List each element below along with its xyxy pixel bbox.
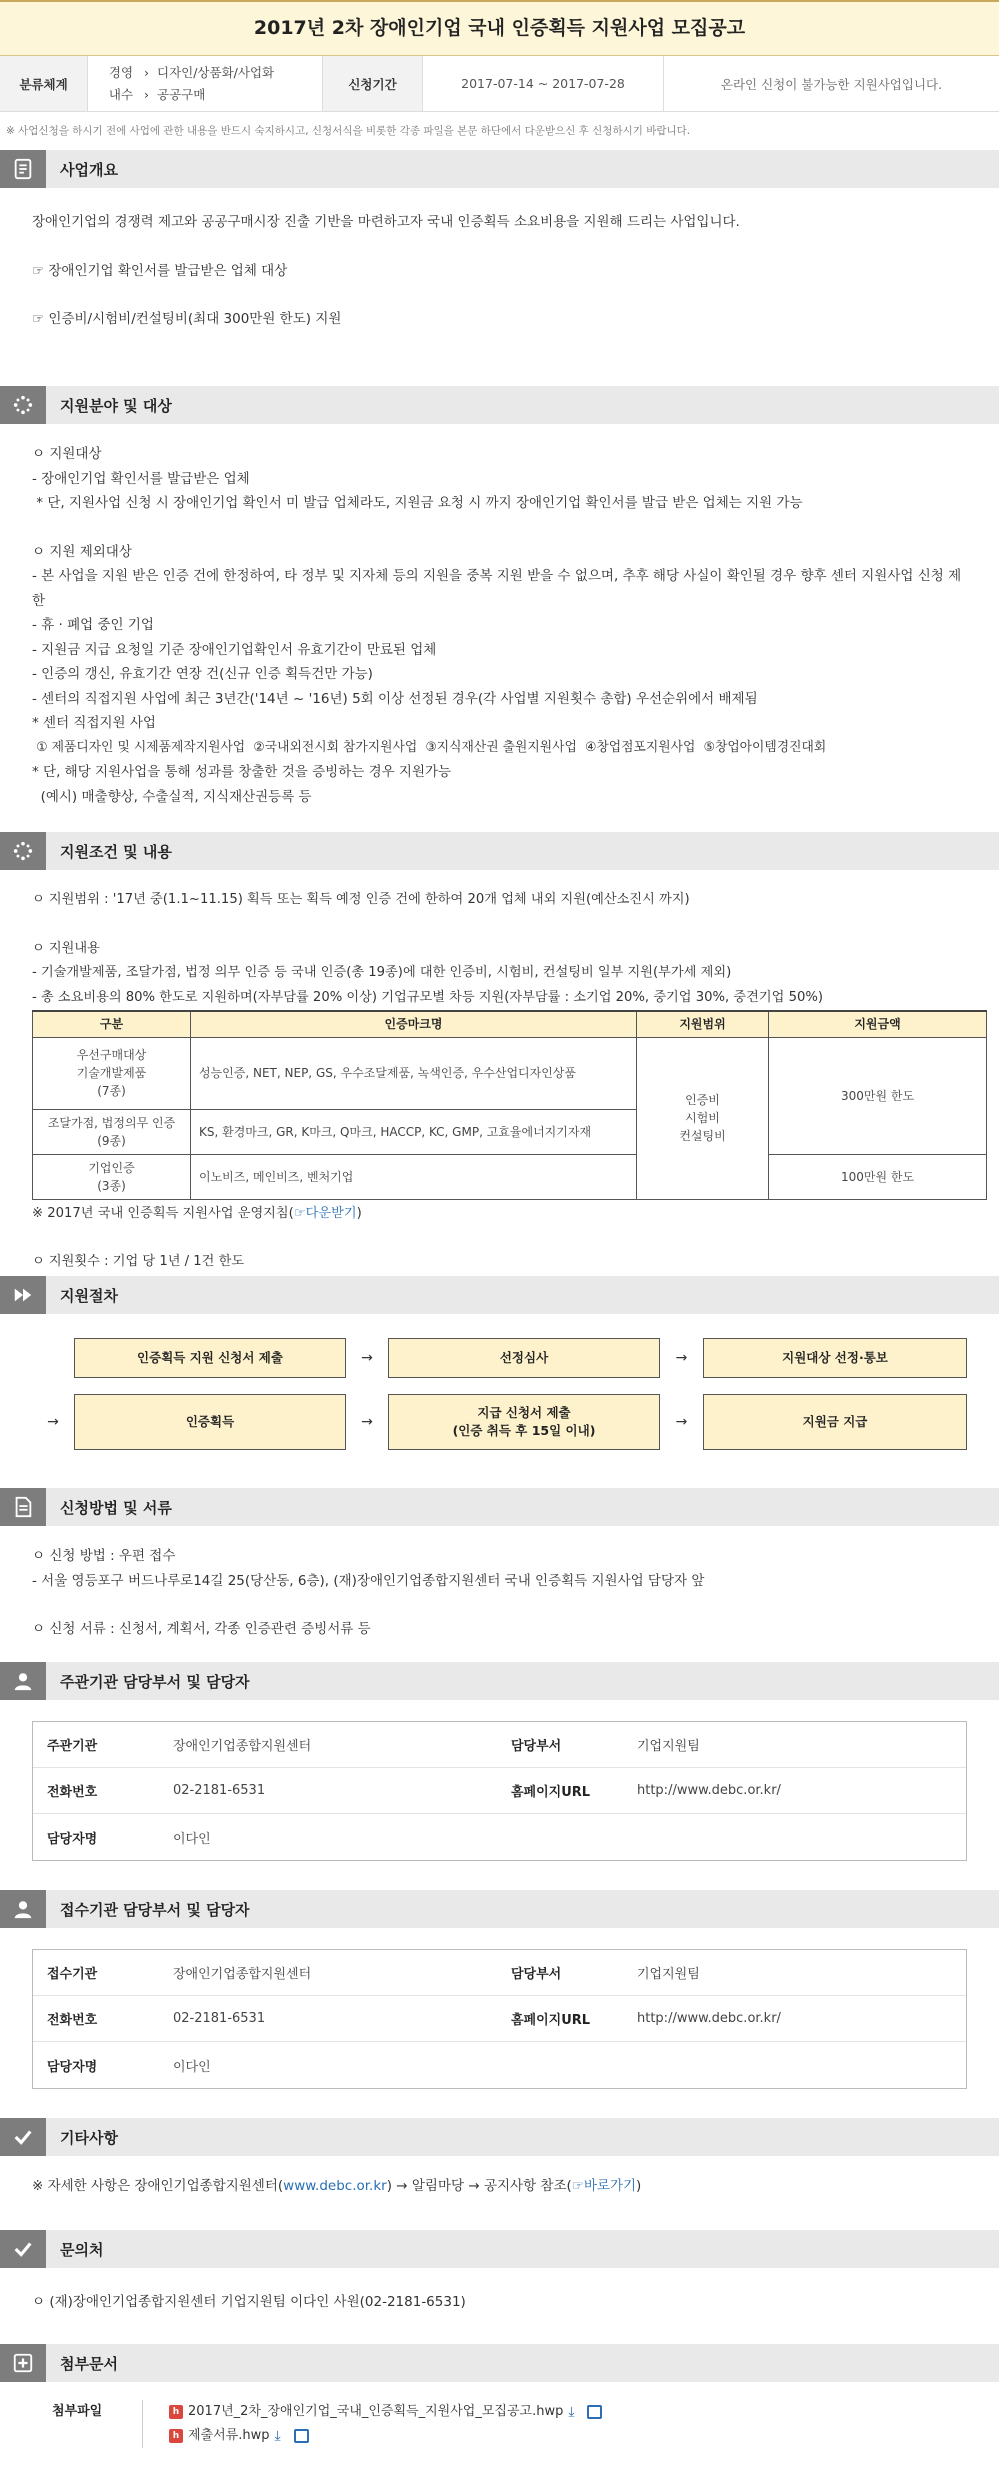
section-header-procedure xyxy=(0,1276,999,1314)
arrow-right-icon: → xyxy=(361,1414,373,1430)
preview-icon[interactable] xyxy=(587,2405,602,2419)
chevron-right-icon: › xyxy=(144,86,149,102)
attachment-file-link[interactable]: 2017년_2차_장애인기업_국내_인증획득_지원사업_모집공고.hwp xyxy=(188,2404,564,2419)
field-value: 장애인기업종합지원센터 xyxy=(173,1967,312,1982)
flow-step: 지원금 지급 xyxy=(703,1394,967,1450)
support-table xyxy=(32,1010,987,1200)
table-cell: 인증비 시험비 컨설팅비 xyxy=(637,1037,769,1199)
list-item xyxy=(169,2424,602,2448)
download-icon[interactable]: ⤓ xyxy=(568,2404,575,2420)
classification-list xyxy=(88,56,323,111)
table-header: 지원범위 xyxy=(637,1011,769,1037)
flow-step xyxy=(388,1394,660,1450)
table-row xyxy=(33,1814,966,1860)
go-link[interactable]: ☞바로가기 xyxy=(571,2178,637,2194)
table-cell: 성능인증, NET, NEP, GS, 우수조달제품, 녹색인증, 우수산업디자인상품 xyxy=(191,1037,637,1109)
cls-subcategory: 디자인/상품화/사업화 xyxy=(157,64,275,80)
table-row xyxy=(33,1722,966,1768)
conditions-line: - 기술개발제품, 조달가점, 법정 의무 인증 등 국내 인증(총 19종)에 대한 인증비, 시험비, 컨설팅비 일부 지원(부가세 제외) xyxy=(32,965,732,980)
person-icon xyxy=(0,1662,46,1700)
field-label: 담당자명 xyxy=(47,1831,98,1847)
section-title: 접수기관 담당부서 및 담당자 xyxy=(60,1900,250,1919)
target-line: - 장애인기업 확인서를 발급받은 업체 xyxy=(32,470,250,487)
table-header: 구분 xyxy=(33,1011,191,1037)
section-header-attachments xyxy=(0,2344,999,2382)
section-title: 사업개요 xyxy=(60,160,118,179)
plus-document-icon xyxy=(0,2344,46,2382)
conditions-line: ㅇ 지원내용 xyxy=(32,940,100,956)
online-note: 온라인 신청이 불가능한 지원사업입니다. xyxy=(720,76,943,92)
target-line: * 단, 해당 지원사업을 통해 성과를 창출한 것을 증빙하는 경우 지원가능 xyxy=(32,764,452,780)
chevron-right-icon: › xyxy=(144,64,149,80)
field-label: 전화번호 xyxy=(47,2013,98,2028)
field-value: 기업지원팀 xyxy=(637,1739,700,1754)
arrow-right-icon: → xyxy=(675,1350,688,1366)
document-icon xyxy=(0,1488,46,1526)
sparkle-icon xyxy=(0,386,46,424)
flow-step-note: (인증 취득 후 15일 이내) xyxy=(452,1423,596,1438)
field-label: 주관기관 xyxy=(47,1739,98,1754)
etc-body xyxy=(0,2156,999,2230)
reception-table xyxy=(32,1949,967,2089)
period-label: 신청기간 xyxy=(323,56,423,111)
table-cell: 기업인증 (3종) xyxy=(33,1154,191,1199)
section-header-conditions xyxy=(0,832,999,870)
hwp-file-icon: h xyxy=(169,2405,183,2419)
flow-step: 인증획득 지원 신청서 제출 xyxy=(74,1338,346,1378)
target-line: - 지원금 지급 요청일 기준 장애인기업확인서 유효기간이 만료된 업체 xyxy=(32,641,437,658)
section-title: 신청방법 및 서류 xyxy=(60,1498,172,1517)
section-header-contact xyxy=(0,2230,999,2268)
field-value: 이다인 xyxy=(173,1831,211,1847)
conditions-line: ㅇ 지원범위 : '17년 중(1.1~11.15) 획득 또는 획득 예정 인증 건에 한하여 20개 업체 내외 지원(예산소진시 까지) xyxy=(32,892,690,907)
page-title: 2017년 2차 장애인기업 국내 인증획득 지원사업 모집공고 xyxy=(0,0,999,56)
target-line: ㅇ 지원대상 xyxy=(32,446,102,462)
section-header-method xyxy=(0,1488,999,1526)
field-label: 홈페이지URL xyxy=(511,2013,591,2028)
target-line: - 센터의 직접지원 사업에 최근 3년간('14년 ~ '16년) 5회 이상 선정된 경우(각 사업별 지원횟수 총합) 우선순위에서 배제됨 xyxy=(32,690,758,707)
section-title: 기타사항 xyxy=(60,2128,118,2147)
guide-text: ) xyxy=(356,1205,362,1221)
flow-step: 지원대상 선정·통보 xyxy=(703,1338,967,1378)
overview-target: ☞ 장애인기업 확인서를 발급받은 업체 대상 xyxy=(32,262,288,279)
section-header-organizer xyxy=(0,1662,999,1700)
guide-text: ※ 2017년 국내 인증획득 지원사업 운영지침( xyxy=(32,1205,294,1221)
attachment-file-link[interactable]: 제출서류.hwp xyxy=(188,2428,270,2443)
method-line: ㅇ 신청 방법 : 우편 접수 xyxy=(32,1548,176,1564)
check-icon xyxy=(0,2230,46,2268)
target-body xyxy=(0,424,999,832)
site-link[interactable]: www.debc.or.kr xyxy=(283,2178,387,2194)
field-label: 담당부서 xyxy=(511,1739,562,1754)
method-line: ㅇ 신청 서류 : 신청서, 계획서, 각종 인증관련 증빙서류 등 xyxy=(32,1621,371,1637)
contact-line: ㅇ (재)장애인기업종합지원센터 기업지원팀 이다인 사원(02-2181-6531) xyxy=(32,2294,466,2310)
table-cell: 이노비즈, 메인비즈, 벤처기업 xyxy=(191,1154,637,1199)
field-value: 02-2181-6531 xyxy=(173,2011,266,2026)
table-cell: 우선구매대상 기술개발제품 (7종) xyxy=(33,1037,191,1109)
arrow-right-icon: → xyxy=(675,1414,688,1430)
field-value: 02-2181-6531 xyxy=(173,1783,266,1798)
preview-icon[interactable] xyxy=(294,2429,309,2443)
overview-desc: 장애인기업의 경쟁력 제고와 공공구매시장 진출 기반을 마련하고자 국내 인증획득 소요비용을 지원해 드리는 사업입니다. xyxy=(32,214,740,230)
section-title: 지원분야 및 대상 xyxy=(60,396,172,415)
method-line: - 서울 영등포구 버드나루로14길 25(당산동, 6층), (재)장애인기업종합지원센터 국내 인증획득 지원사업 담당자 앞 xyxy=(32,1572,705,1589)
section-title: 지원절차 xyxy=(60,1286,118,1305)
overview-support: ☞ 인증비/시험비/컨설팅비(최대 300만원 한도) 지원 xyxy=(32,311,342,327)
section-title: 첨부문서 xyxy=(60,2354,118,2373)
field-label: 담당자명 xyxy=(47,2059,98,2075)
target-line: - 본 사업을 지원 받은 인증 건에 한정하여, 타 정부 및 지자체 등의 지원을 중복 지원 받을 수 없으며, 추후 해당 사실이 확인될 경우 향후 센터 지원사업 신청 제한 xyxy=(32,568,962,609)
hwp-file-icon: h xyxy=(169,2429,183,2443)
attachments-body xyxy=(0,2382,999,2466)
target-line: ① 제품디자인 및 시제품제작지원사업 ②국내외전시회 참가지원사업 ③지식재산권 출원지원사업 ④창업점포지원사업 ⑤창업아이템경진대회 xyxy=(32,739,827,755)
section-header-reception xyxy=(0,1890,999,1928)
target-line: - 인증의 갱신, 유효기간 연장 건(신규 인증 획득건만 가능) xyxy=(32,666,373,682)
target-line: (예시) 매출향상, 수출실적, 지식재산권등록 등 xyxy=(32,788,312,805)
period-value: 2017-07-14 ~ 2017-07-28 xyxy=(423,56,664,111)
classification-label: 분류체계 xyxy=(0,56,88,111)
conditions-body xyxy=(0,870,999,1276)
document-icon xyxy=(0,150,46,188)
contact-body xyxy=(0,2268,999,2344)
field-value: 기업지원팀 xyxy=(637,1967,700,1982)
field-label: 담당부서 xyxy=(511,1967,562,1982)
field-label: 접수기관 xyxy=(47,1967,98,1982)
method-body xyxy=(0,1526,999,1662)
field-value: 이다인 xyxy=(173,2059,211,2075)
table-header: 인증마크명 xyxy=(191,1011,637,1037)
sparkle-icon xyxy=(0,832,46,870)
list-item xyxy=(169,2400,602,2424)
homepage-link[interactable]: http://www.debc.or.kr/ xyxy=(637,1783,781,1798)
section-header-target xyxy=(0,386,999,424)
notice-text: ※ 사업신청을 하시기 전에 사업에 관한 내용을 반드시 숙지하시고, 신청서식을 비롯한 각종 파일을 본문 하단에서 다운받으신 후 신청하시기 바랍니다. xyxy=(6,125,691,137)
download-guide-link[interactable]: ☞다운받기 xyxy=(293,1205,357,1221)
cls-category: 내수 xyxy=(108,86,134,102)
target-line: ㅇ 지원 제외대상 xyxy=(32,543,132,560)
target-line: * 단, 지원사업 신청 시 장애인기업 확인서 미 발급 업체라도, 지원금 요청 시 까지 장애인기업 확인서를 발급 받은 업체는 지원 가능 xyxy=(32,495,803,511)
etc-text: ) → 알림마당 → 공지사항 참조( xyxy=(386,2178,572,2194)
field-label: 홈페이지URL xyxy=(511,1785,591,1800)
arrow-right-icon: → xyxy=(47,1414,59,1430)
conditions-line: ㅇ 지원횟수 : 기업 당 1년 / 1건 한도 xyxy=(32,1254,245,1269)
table-row xyxy=(33,2042,966,2088)
download-icon[interactable]: ⤓ xyxy=(274,2428,281,2444)
section-header-etc xyxy=(0,2118,999,2156)
conditions-line: - 총 소요비용의 80% 한도로 지원하며(자부담률 20% 이상) 기업규모별 차등 지원(자부담률 : 소기업 20%, 중기업 30%, 중견기업 50%) xyxy=(32,989,824,1005)
section-header-overview xyxy=(0,150,999,188)
section-title: 주관기관 담당부서 및 담당자 xyxy=(60,1672,250,1691)
cls-category: 경영 xyxy=(108,64,134,80)
homepage-link[interactable]: http://www.debc.or.kr/ xyxy=(637,2011,781,2026)
attachments-label: 첨부파일 xyxy=(52,2404,103,2419)
arrow-right-icon: → xyxy=(361,1350,373,1366)
table-cell: KS, 환경마크, GR, K마크, Q마크, HACCP, KC, GMP, 고효율에너지기자재 xyxy=(191,1109,637,1154)
guide-line xyxy=(32,1202,967,1227)
section-title: 지원조건 및 내용 xyxy=(60,842,172,861)
flow-step: 선정심사 xyxy=(388,1338,660,1378)
check-icon xyxy=(0,2118,46,2156)
flow-step-label: 지급 신청서 제출 xyxy=(477,1405,571,1420)
table-row xyxy=(33,1768,966,1814)
table-row xyxy=(33,1996,966,2042)
flow-step: 인증획득 xyxy=(74,1394,346,1450)
table-row xyxy=(33,1950,966,1996)
table-cell: 조달가점, 법정의무 인증 (9종) xyxy=(33,1109,191,1154)
table-cell: 100만원 한도 xyxy=(769,1154,987,1199)
table-header: 지원금액 xyxy=(769,1011,987,1037)
table-cell: 300만원 한도 xyxy=(769,1037,987,1154)
person-icon xyxy=(0,1890,46,1928)
procedure-flow xyxy=(0,1314,999,1488)
target-line: * 센터 직접지원 사업 xyxy=(32,715,156,731)
info-row xyxy=(0,56,999,112)
fast-forward-icon xyxy=(0,1276,46,1314)
etc-text: ※ 자세한 사항은 장애인기업종합지원센터( xyxy=(32,2178,284,2194)
section-title: 문의처 xyxy=(60,2240,104,2259)
organizer-table xyxy=(32,1721,967,1861)
cls-subcategory: 공공구매 xyxy=(157,86,206,102)
etc-text: ) xyxy=(636,2178,642,2194)
field-value: 장애인기업종합지원센터 xyxy=(173,1739,312,1754)
target-line: - 휴 · 폐업 중인 기업 xyxy=(32,617,154,633)
overview-body xyxy=(0,188,999,386)
field-label: 전화번호 xyxy=(47,1785,98,1800)
attachment-list xyxy=(142,2400,602,2448)
